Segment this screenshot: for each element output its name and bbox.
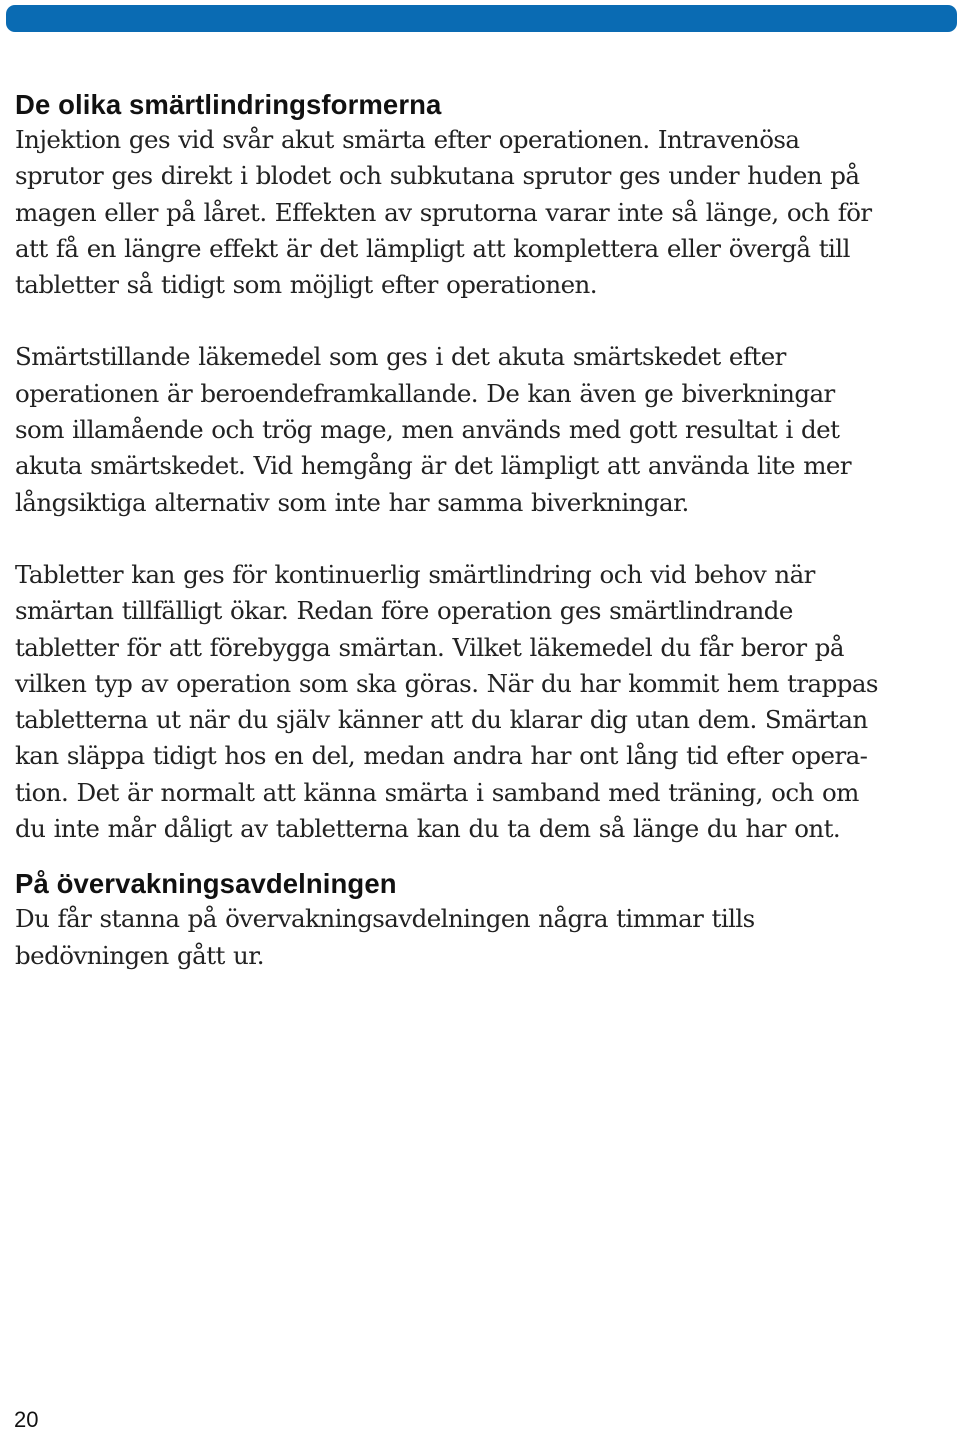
- paragraph-spacer: [15, 303, 950, 339]
- text-line: operationen är beroendeframkallande. De kan även ge biverkningar: [15, 378, 835, 408]
- page-number: 20: [14, 1407, 39, 1432]
- text-line: som illamående och trög mage, men används med gott resultat i det: [15, 415, 840, 445]
- document-body: [15, 88, 950, 974]
- text-line: magen eller på låret. Effekten av sprutorna varar inte så länge, och för: [15, 197, 872, 227]
- text-line: tabletterna ut när du själv känner att du klarar dig utan dem. Smärtan: [15, 705, 868, 735]
- text-line: vilken typ av operation som ska göras. När du har kommit hem trappas: [15, 668, 878, 698]
- text-line: Du får stanna på övervakningsavdelningen några timmar tills: [15, 904, 755, 934]
- text-line: att få en längre effekt är det lämpligt att komplettera eller övergå till: [15, 233, 850, 263]
- text-line: kan släppa tidigt hos en del, medan andra har ont lång tid efter opera-: [15, 741, 868, 771]
- text-line: tion. Det är normalt att känna smärta i samband med träning, och om: [15, 777, 859, 807]
- paragraph-tablets: [15, 557, 950, 847]
- paragraph-spacer: [15, 521, 950, 557]
- text-line: smärtan tillfälligt ökar. Redan före operation ges smärtlindrande: [15, 596, 793, 626]
- text-line: akuta smärtskedet. Vid hemgång är det lämpligt att använda lite mer: [15, 451, 852, 481]
- header-bar: [6, 5, 957, 32]
- paragraph-recovery-ward: [15, 901, 950, 974]
- paragraph-analgesics: [15, 339, 950, 520]
- text-line: tabletter så tidigt som möjligt efter operationen.: [15, 270, 597, 300]
- section-heading-pain-relief-forms: De olika smärtlindringsformerna: [15, 89, 442, 120]
- text-line: du inte mår dåligt av tabletterna kan du ta dem så länge du har ont.: [15, 814, 841, 844]
- text-line: långsiktiga alternativ som inte har samma biverkningar.: [15, 487, 689, 517]
- text-line: Tabletter kan ges för kontinuerlig smärtlindring och vid behov när: [15, 559, 815, 589]
- text-line: bedövningen gått ur.: [15, 940, 264, 970]
- paragraph-injection: [15, 122, 950, 303]
- text-line: Injektion ges vid svår akut smärta efter operationen. Intravenösa: [15, 125, 800, 154]
- section-spacer: [15, 847, 950, 867]
- text-line: Smärtstillande läkemedel som ges i det akuta smärtskedet efter: [15, 342, 786, 372]
- section-heading-recovery-ward: På övervakningsavdelningen: [15, 868, 397, 900]
- text-line: tabletter för att förebygga smärtan. Vilket läkemedel du får beror på: [15, 632, 844, 662]
- text-line: sprutor ges direkt i blodet och subkutana sprutor ges under huden på: [15, 161, 860, 191]
